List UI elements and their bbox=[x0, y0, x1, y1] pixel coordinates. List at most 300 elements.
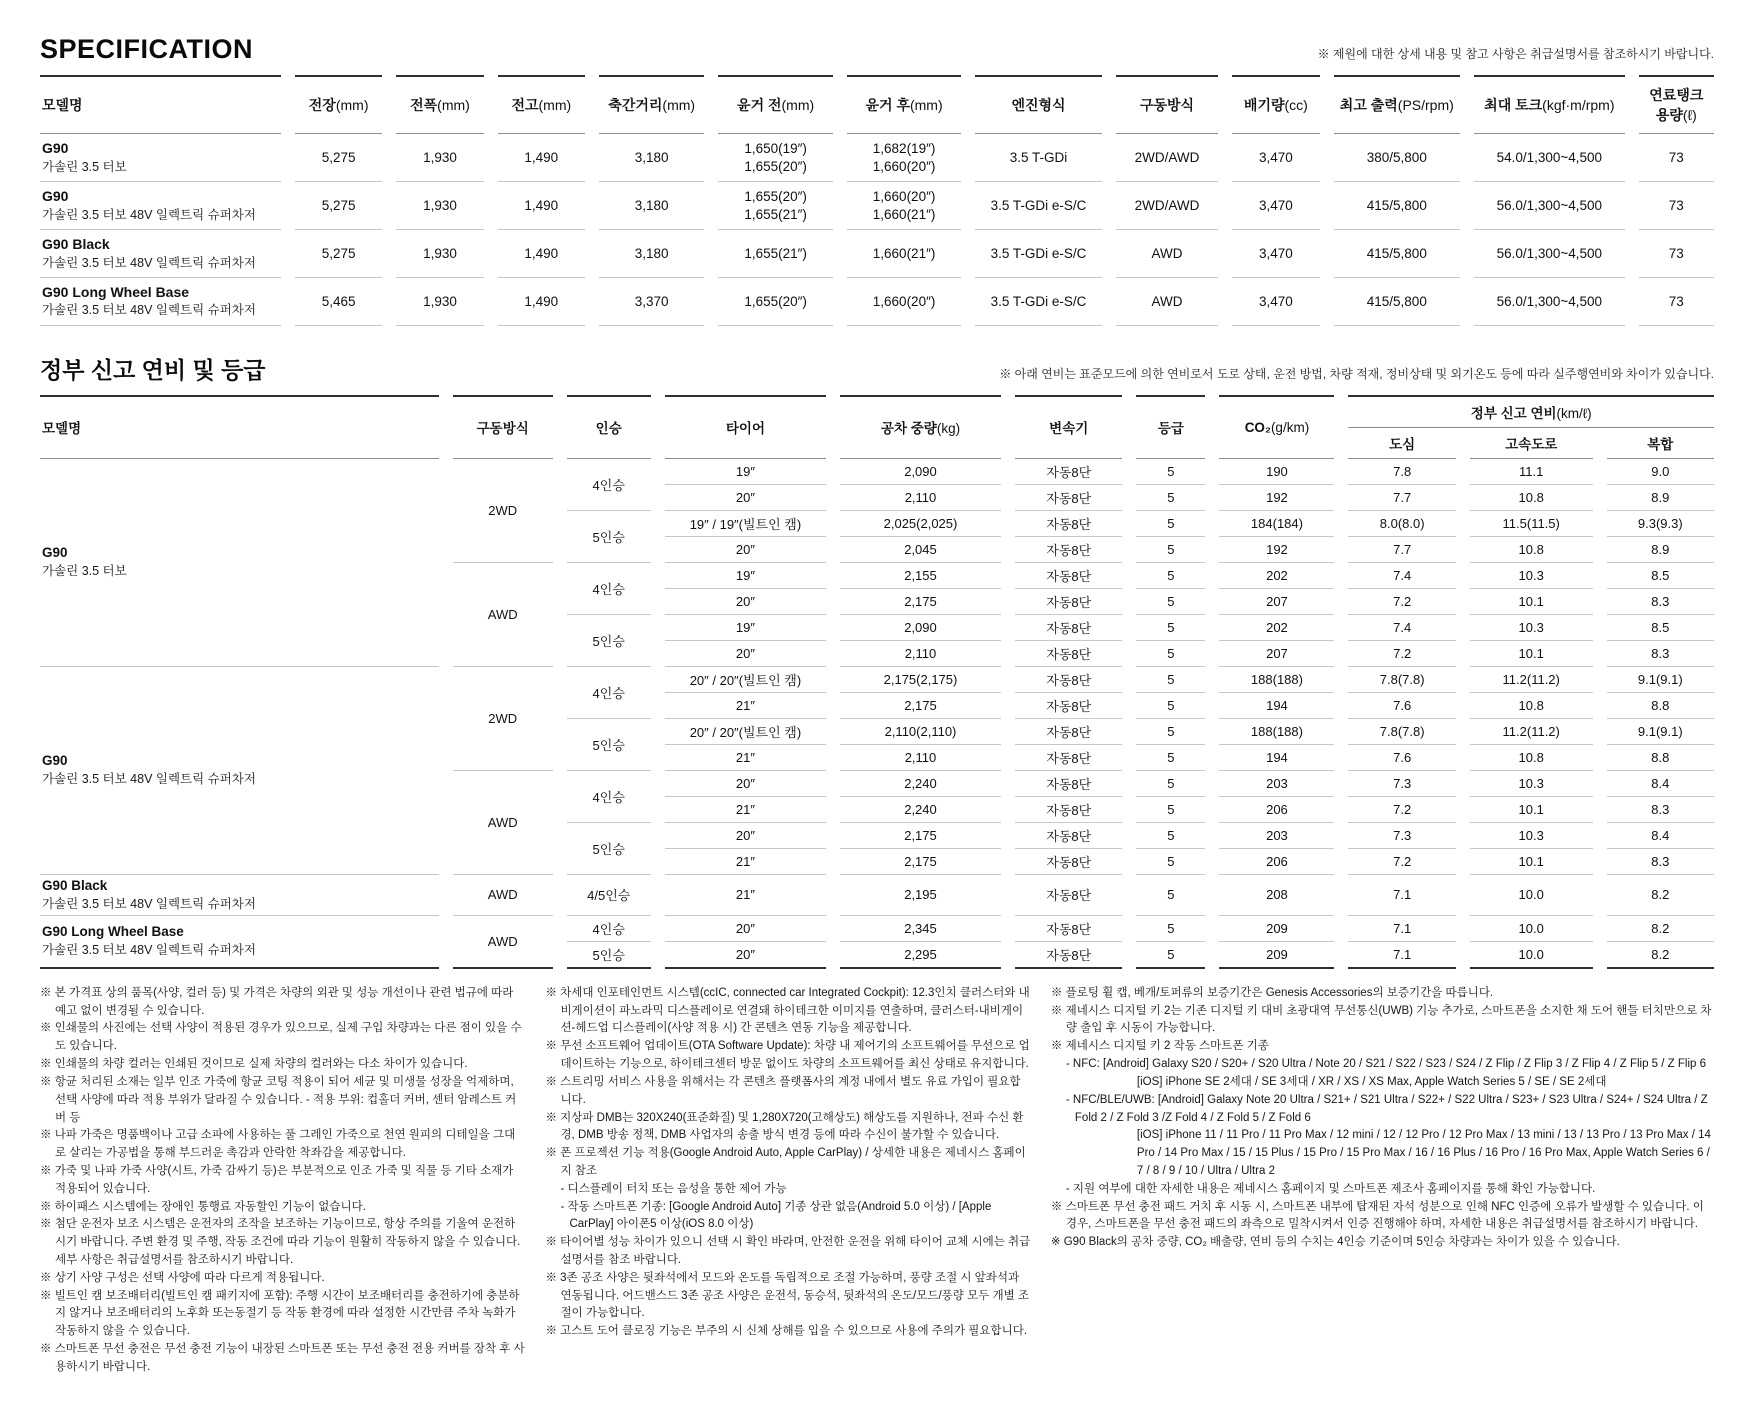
curb-weight-cell: 2,045 bbox=[840, 537, 1001, 563]
grade-cell: 5 bbox=[1136, 823, 1205, 849]
seating-cell: 4인승 bbox=[567, 459, 651, 511]
footnote-line: ※ 첨단 운전자 보조 시스템은 운전자의 조작을 보조하는 기능이므로, 항상 주의를 기울여 운전하시기 바랍니다. 주변 환경 및 주행, 작동 조건에 따라 기능이 원활히 작동하지 않을 수 있습니다. 세부 사항은 취급설명서를 참조하시기 바랍니다. bbox=[40, 1218, 521, 1266]
co2-cell: 188(188) bbox=[1219, 667, 1334, 693]
value-line: 1,660(20″) bbox=[872, 189, 936, 205]
value-line: 3,470 bbox=[1258, 245, 1293, 261]
spec-row bbox=[40, 182, 1714, 230]
spec-value-cell bbox=[599, 182, 704, 230]
model-trim: 가솔린 3.5 터보 48V 일렉트릭 슈퍼차저 bbox=[42, 772, 256, 786]
header-label: 구동방식 bbox=[476, 421, 529, 437]
footnote-line: ※ 플로팅 휠 캡, 베개/토퍼류의 보증기간은 Genesis Accessories의 보증기간을 따릅니다. bbox=[1050, 986, 1494, 999]
tire-cell: 19″ bbox=[665, 563, 826, 589]
grade-cell: 5 bbox=[1136, 589, 1205, 615]
value-line: 3,470 bbox=[1258, 293, 1293, 309]
header-unit: (mm) bbox=[335, 97, 369, 113]
grade-cell: 5 bbox=[1136, 849, 1205, 875]
co2-cell: 206 bbox=[1219, 797, 1334, 823]
tire-cell: 21″ bbox=[665, 849, 826, 875]
header-unit: (mm) bbox=[437, 97, 470, 113]
transmission-cell: 자동8단 bbox=[1015, 849, 1122, 875]
value-line: 5,275 bbox=[321, 149, 356, 165]
fuel-economy-table bbox=[26, 395, 1728, 969]
fuel-sub-header bbox=[1607, 428, 1714, 459]
transmission-cell: 자동8단 bbox=[1015, 667, 1122, 693]
fuel-row bbox=[40, 875, 1714, 916]
header-unit: (kg) bbox=[936, 421, 961, 437]
co2-cell: 192 bbox=[1219, 537, 1334, 563]
fuel-column-header bbox=[567, 395, 651, 459]
spec-column-header bbox=[1334, 75, 1461, 134]
tire-cell: 20″ / 20″(빌트인 캠) bbox=[665, 667, 826, 693]
footnote-line: ※ G90 Black의 공차 중량, CO₂ 배출량, 연비 등의 수치는 4인승 기준이며 5인승 차량과는 차이가 있을 수 있습니다. bbox=[1050, 1236, 1620, 1249]
value-line: 3,470 bbox=[1258, 197, 1293, 213]
header-label: 도심 bbox=[1389, 436, 1416, 452]
value-line: 73 bbox=[1668, 293, 1684, 309]
city-fuel-economy-cell: 7.7 bbox=[1348, 485, 1455, 511]
fuel-row bbox=[40, 667, 1714, 693]
transmission-cell: 자동8단 bbox=[1015, 875, 1122, 916]
combined-fuel-economy-cell: 8.2 bbox=[1607, 875, 1714, 916]
header-label: 모델명 bbox=[42, 421, 82, 437]
city-fuel-economy-cell: 7.4 bbox=[1348, 615, 1455, 641]
grade-cell: 5 bbox=[1136, 797, 1205, 823]
spec-value-cell bbox=[1474, 134, 1625, 182]
value-line: 5,465 bbox=[321, 293, 356, 309]
spec-value-cell bbox=[718, 134, 832, 182]
co2-cell: 192 bbox=[1219, 485, 1334, 511]
footnote-line: ※ 빌트인 캠 보조배터리(빌트인 캠 패키지에 포함): 주행 시간이 보조배터리를 충전하기에 충분하지 않거나 보조배터리의 노후화 또는동절기 등 작동 환경에 따라 설정한 시간만큼 주차 녹화가 작동하지 않을 수 있습니다. bbox=[40, 1289, 520, 1338]
grade-cell: 5 bbox=[1136, 719, 1205, 745]
city-fuel-economy-cell: 7.3 bbox=[1348, 771, 1455, 797]
tire-cell: 19″ / 19″(빌트인 캠) bbox=[665, 511, 826, 537]
co2-cell: 206 bbox=[1219, 849, 1334, 875]
combined-fuel-economy-cell: 8.9 bbox=[1607, 537, 1714, 563]
value-line: 3.5 T-GDi e-S/C bbox=[990, 197, 1087, 213]
city-fuel-economy-cell: 7.1 bbox=[1348, 875, 1455, 916]
footnote-line: - NFC/BLE/UWB: [Android] Galaxy Note 20 Ultra / S21+ / S21 Ultra / S22+ / S22 Ultra / S23+ / S23 Ultra / S24+ / S24 Ultra / Z Fold 2 / Z Fold 3 /Z Fold 4 / Z Fold 5 / Z Fold 6 bbox=[1065, 1093, 1708, 1124]
header-unit: (kgf·m/rpm) bbox=[1542, 97, 1615, 113]
footnote-line: ※ 나파 가죽은 명품백이나 고급 소파에 사용하는 풀 그레인 가죽으로 천연 원피의 디테일을 그대로 살리는 가공법을 통해 부드러운 촉감과 안락한 착좌감을 제공합니다. bbox=[40, 1129, 516, 1160]
spec-column-header bbox=[1232, 75, 1319, 134]
highway-fuel-economy-cell: 10.0 bbox=[1470, 916, 1593, 942]
grade-cell: 5 bbox=[1136, 563, 1205, 589]
curb-weight-cell: 2,110 bbox=[840, 745, 1001, 771]
footnote-line: ※ 하이패스 시스템에는 장애인 통행료 자동할인 기능이 없습니다. bbox=[40, 1200, 366, 1213]
curb-weight-cell: 2,090 bbox=[840, 615, 1001, 641]
co2-cell: 208 bbox=[1219, 875, 1334, 916]
value-line: 1,930 bbox=[423, 149, 457, 165]
fuel-column-header bbox=[40, 395, 439, 459]
spec-value-cell bbox=[1116, 230, 1218, 278]
tire-cell: 21″ bbox=[665, 797, 826, 823]
curb-weight-cell: 2,175 bbox=[840, 823, 1001, 849]
fuel-column-header bbox=[1015, 395, 1122, 459]
spec-value-cell bbox=[1639, 134, 1714, 182]
spec-value-cell bbox=[396, 182, 483, 230]
value-line: 415/5,800 bbox=[1366, 293, 1427, 309]
combined-fuel-economy-cell: 8.9 bbox=[1607, 485, 1714, 511]
footnote-line: ※ 인쇄물의 사진에는 선택 사양이 적용된 경우가 있으므로, 실제 구입 차량과는 다른 점이 있을 수도 있습니다. bbox=[40, 1022, 522, 1053]
fuel-column-header bbox=[665, 395, 826, 459]
grade-cell: 5 bbox=[1136, 459, 1205, 485]
city-fuel-economy-cell: 7.6 bbox=[1348, 693, 1455, 719]
footnote-line: - 지원 여부에 대한 자세한 내용은 제네시스 홈페이지 및 스마트폰 제조사 홈페이지를 통해 확인 가능합니다. bbox=[1065, 1182, 1596, 1195]
spec-column-header bbox=[599, 75, 704, 134]
co2-cell: 209 bbox=[1219, 942, 1334, 969]
highway-fuel-economy-cell: 11.2(11.2) bbox=[1470, 719, 1593, 745]
co2-cell: 207 bbox=[1219, 641, 1334, 667]
spec-title: SPECIFICATION bbox=[40, 34, 254, 64]
value-line: 2WD/AWD bbox=[1134, 197, 1200, 213]
curb-weight-cell: 2,025(2,025) bbox=[840, 511, 1001, 537]
fuel-column-header bbox=[1219, 395, 1334, 459]
value-line: 1,655(20″) bbox=[744, 189, 807, 205]
city-fuel-economy-cell: 7.7 bbox=[1348, 537, 1455, 563]
highway-fuel-economy-cell: 10.0 bbox=[1470, 875, 1593, 916]
drive-type-cell: AWD bbox=[453, 916, 553, 969]
header-label: 전폭 bbox=[410, 97, 438, 113]
seating-cell: 5인승 bbox=[567, 615, 651, 667]
value-line: 1,490 bbox=[524, 149, 559, 165]
spec-row bbox=[40, 278, 1714, 326]
spec-value-cell bbox=[847, 182, 961, 230]
header-label: 최고 출력 bbox=[1339, 97, 1398, 113]
spec-value-cell bbox=[599, 134, 704, 182]
transmission-cell: 자동8단 bbox=[1015, 615, 1122, 641]
transmission-cell: 자동8단 bbox=[1015, 771, 1122, 797]
value-line: 56.0/1,300~4,500 bbox=[1496, 197, 1603, 213]
footnote-line: ※ 스마트폰 무선 충전 패드 거치 후 시동 시, 스마트폰 내부에 탑재된 자석 성분으로 인해 NFC 인증에 오류가 발생할 수 있습니다. 이 경우, 스마트폰을 무선 충전 패드의 좌측으로 밀착시켜서 인증 진행해야 하며, 자세한 내용은 취급설명서를 참조하시기 바랍니다. bbox=[1050, 1200, 1704, 1231]
value-line: 1,655(21″) bbox=[744, 245, 807, 261]
spec-value-cell bbox=[498, 230, 585, 278]
curb-weight-cell: 2,110 bbox=[840, 641, 1001, 667]
spec-column-header bbox=[295, 75, 382, 134]
co2-cell: 202 bbox=[1219, 563, 1334, 589]
highway-fuel-economy-cell: 10.1 bbox=[1470, 797, 1593, 823]
header-unit: (mm) bbox=[662, 97, 696, 113]
header-unit: (mm) bbox=[781, 97, 815, 113]
footnote-line: ※ 항균 처리된 소재는 일부 인조 가죽에 항균 코팅 적용이 되어 세균 및 미생물 성장을 억제하며, 선택 사양에 따라 적용 부위가 달라질 수 있습니다. - 적용 부위: 컵홀더 커버, 센터 암레스트 커버 등 bbox=[40, 1075, 517, 1124]
value-line: AWD bbox=[1151, 293, 1183, 309]
tire-cell: 21″ bbox=[665, 745, 826, 771]
footnotes-column-1 bbox=[40, 985, 525, 1377]
model-trim: 가솔린 3.5 터보 48V 일렉트릭 슈퍼차저 bbox=[42, 943, 256, 958]
spec-value-cell bbox=[1116, 134, 1218, 182]
value-line: 380/5,800 bbox=[1366, 149, 1427, 165]
grade-cell: 5 bbox=[1136, 667, 1205, 693]
curb-weight-cell: 2,110(2,110) bbox=[840, 719, 1001, 745]
footnote-line: ※ 가죽 및 나파 가죽 사양(시트, 가죽 감싸기 등)은 부분적으로 인조 가죽 및 직물 등 기타 소재가 적용되어 있습니다. bbox=[40, 1164, 514, 1195]
value-line: 3.5 T-GDi e-S/C bbox=[990, 245, 1087, 261]
model-name: G90 Long Wheel Base bbox=[42, 924, 184, 940]
model-name: G90 Black bbox=[42, 877, 108, 893]
city-fuel-economy-cell: 7.6 bbox=[1348, 745, 1455, 771]
header-unit: (PS/rpm) bbox=[1397, 97, 1454, 113]
curb-weight-cell: 2,110 bbox=[840, 485, 1001, 511]
footnotes-column-3 bbox=[1051, 985, 1714, 1377]
model-cell bbox=[40, 459, 439, 667]
tire-cell: 19″ bbox=[665, 615, 826, 641]
value-line: 1,655(21″) bbox=[744, 206, 807, 222]
highway-fuel-economy-cell: 10.8 bbox=[1470, 537, 1593, 563]
spec-value-cell bbox=[975, 182, 1102, 230]
value-line: 1,650(19″) bbox=[744, 141, 807, 156]
combined-fuel-economy-cell: 8.3 bbox=[1607, 589, 1714, 615]
header-label: 등급 bbox=[1157, 421, 1184, 437]
co2-cell: 190 bbox=[1219, 459, 1334, 485]
footnote-line: ※ 제네시스 디지털 키 2 작동 스마트폰 기종 bbox=[1050, 1040, 1269, 1053]
tire-cell: 20″ bbox=[665, 771, 826, 797]
spec-column-header bbox=[975, 75, 1102, 134]
value-line: 1,930 bbox=[423, 245, 457, 261]
spec-value-cell bbox=[295, 230, 382, 278]
spec-column-header bbox=[718, 75, 832, 134]
spec-value-cell bbox=[498, 182, 585, 230]
city-fuel-economy-cell: 7.8 bbox=[1348, 459, 1455, 485]
header-label: 정부 신고 연비 bbox=[1470, 405, 1557, 421]
combined-fuel-economy-cell: 8.8 bbox=[1607, 693, 1714, 719]
curb-weight-cell: 2,345 bbox=[840, 916, 1001, 942]
header-label: 최대 토크 bbox=[1484, 97, 1543, 113]
tire-cell: 20″ bbox=[665, 641, 826, 667]
footnote-line: ※ 스트리밍 서비스 사용을 위해서는 각 콘텐츠 플랫폼사의 계정 내에서 별도 유료 가입이 필요합니다. bbox=[545, 1075, 1021, 1106]
co2-cell: 184(184) bbox=[1219, 511, 1334, 537]
fuel-table-wrap bbox=[26, 395, 1728, 969]
fuel-sub-header bbox=[1470, 428, 1593, 459]
seating-cell: 4/5인승 bbox=[567, 875, 651, 916]
city-fuel-economy-cell: 7.3 bbox=[1348, 823, 1455, 849]
highway-fuel-economy-cell: 10.3 bbox=[1470, 823, 1593, 849]
fuel-row bbox=[40, 916, 1714, 942]
header-label: 구동방식 bbox=[1139, 97, 1195, 113]
combined-fuel-economy-cell: 8.3 bbox=[1607, 797, 1714, 823]
value-line: 5,275 bbox=[321, 197, 356, 213]
combined-fuel-economy-cell: 9.0 bbox=[1607, 459, 1714, 485]
spec-value-cell bbox=[498, 278, 585, 326]
drive-type-cell: 2WD bbox=[453, 667, 553, 771]
footnote-line: ※ 상기 사양 구성은 선택 사양에 따라 다르게 적용됩니다. bbox=[40, 1271, 325, 1284]
footnote-line: ※ 제네시스 디지털 키 2는 기존 디지털 키 대비 초광대역 무선통신(UWB) 기능 추가로, 스마트폰을 소지한 채 도어 핸들 터치만으로 차량 출입 후 시동이 가능합니다. bbox=[1050, 1004, 1712, 1035]
combined-fuel-economy-cell: 8.8 bbox=[1607, 745, 1714, 771]
value-line: 1,660(21″) bbox=[872, 245, 936, 261]
grade-cell: 5 bbox=[1136, 511, 1205, 537]
model-cell bbox=[40, 667, 439, 875]
co2-cell: 209 bbox=[1219, 916, 1334, 942]
combined-fuel-economy-cell: 9.1(9.1) bbox=[1607, 667, 1714, 693]
model-cell bbox=[40, 916, 439, 969]
spec-value-cell bbox=[1474, 182, 1625, 230]
footnote-line: ※ 3존 공조 사양은 뒷좌석에서 모드와 온도를 독립적으로 조절 가능하며, 풍량 조절 시 앞좌석과 연동됩니다. 어드밴스드 3존 공조 사양은 운전석, 동승석, 뒷좌석의 온도/모드/풍량 모두 개별 조절이 가능합니다. bbox=[545, 1271, 1029, 1320]
footnotes-column-2 bbox=[545, 985, 1030, 1377]
highway-fuel-economy-cell: 11.2(11.2) bbox=[1470, 667, 1593, 693]
grade-cell: 5 bbox=[1136, 485, 1205, 511]
header-unit: (g/km) bbox=[1270, 419, 1310, 435]
tire-cell: 21″ bbox=[665, 693, 826, 719]
value-line: 1,930 bbox=[423, 197, 457, 213]
transmission-cell: 자동8단 bbox=[1015, 719, 1122, 745]
value-line: 1,660(21″) bbox=[872, 206, 936, 222]
grade-cell: 5 bbox=[1136, 875, 1205, 916]
drive-type-cell: 2WD bbox=[453, 459, 553, 563]
header-label: 윤거 후 bbox=[865, 97, 910, 113]
seating-cell: 5인승 bbox=[567, 511, 651, 563]
fuel-row bbox=[40, 459, 1714, 485]
value-line: 3,180 bbox=[634, 149, 669, 165]
tire-cell: 19″ bbox=[665, 459, 826, 485]
value-line: 56.0/1,300~4,500 bbox=[1496, 245, 1603, 261]
fuel-header-row-1 bbox=[40, 395, 1714, 428]
highway-fuel-economy-cell: 10.1 bbox=[1470, 849, 1593, 875]
highway-fuel-economy-cell: 10.8 bbox=[1470, 693, 1593, 719]
value-line: 1,660(20″) bbox=[872, 158, 936, 174]
value-line: 73 bbox=[1668, 149, 1684, 165]
header-label: 변속기 bbox=[1049, 421, 1089, 437]
co2-cell: 194 bbox=[1219, 745, 1334, 771]
footnote-line: - 작동 스마트폰 기종: [Google Android Auto] 기종 상관 없음(Android 5.0 이상) / [Apple CarPlay] 아이폰5 이상(iOS 8.0 이상) bbox=[560, 1200, 992, 1231]
value-line: 73 bbox=[1668, 197, 1684, 213]
spec-value-cell bbox=[498, 134, 585, 182]
value-line: 3.5 T-GDi e-S/C bbox=[990, 293, 1087, 309]
value-line: 1,490 bbox=[524, 245, 559, 261]
city-fuel-economy-cell: 7.2 bbox=[1348, 641, 1455, 667]
drive-type-cell: AWD bbox=[453, 563, 553, 667]
spec-value-cell bbox=[1232, 230, 1319, 278]
value-line: AWD bbox=[1151, 245, 1183, 261]
transmission-cell: 자동8단 bbox=[1015, 693, 1122, 719]
header-unit: (km/ℓ) bbox=[1556, 405, 1592, 421]
spec-value-cell bbox=[1334, 278, 1461, 326]
spec-value-cell bbox=[718, 182, 832, 230]
fuel-column-header bbox=[1136, 395, 1205, 459]
header-label: 전장 bbox=[308, 97, 336, 113]
header-label: 모델명 bbox=[42, 97, 83, 113]
combined-fuel-economy-cell: 8.5 bbox=[1607, 563, 1714, 589]
city-fuel-economy-cell: 8.0(8.0) bbox=[1348, 511, 1455, 537]
combined-fuel-economy-cell: 8.3 bbox=[1607, 849, 1714, 875]
spec-value-cell bbox=[599, 278, 704, 326]
city-fuel-economy-cell: 7.1 bbox=[1348, 942, 1455, 969]
spec-row bbox=[40, 134, 1714, 182]
tire-cell: 20″ / 20″(빌트인 캠) bbox=[665, 719, 826, 745]
fuel-economy-group-header bbox=[1348, 395, 1714, 428]
footnote-line: ※ 지상파 DMB는 320X240(표준화질) 및 1,280X720(고해상도) 해상도를 지원하나, 전파 수신 환경, DMB 방송 정책, DMB 사업자의 송출 방식 변경 등에 따라 수신이 불가할 수 있습니다. bbox=[545, 1111, 1024, 1142]
model-cell bbox=[40, 278, 281, 326]
header-unit: (ℓ) bbox=[1682, 107, 1697, 123]
tire-cell: 20″ bbox=[665, 823, 826, 849]
footnote-line: ※ 타이어별 성능 차이가 있으니 선택 시 확인 바라며, 안전한 운전을 위해 타이어 교체 시에는 취급설명서를 참조 바랍니다. bbox=[545, 1236, 1031, 1266]
footnote-line: ※ 폰 프로젝션 기능 적용(Google Android Auto, Apple CarPlay) / 상세한 내용은 제네시스 홈페이지 참조 bbox=[545, 1147, 1026, 1177]
spec-column-header bbox=[498, 75, 585, 134]
value-line: 1,490 bbox=[524, 197, 559, 213]
spec-value-cell bbox=[1639, 230, 1714, 278]
model-trim: 가솔린 3.5 터보 48V 일렉트릭 슈퍼차저 bbox=[42, 255, 256, 270]
footnotes bbox=[40, 985, 1714, 1377]
co2-cell: 203 bbox=[1219, 771, 1334, 797]
seating-cell: 4인승 bbox=[567, 667, 651, 719]
spec-row bbox=[40, 230, 1714, 278]
spec-value-cell bbox=[1116, 182, 1218, 230]
co2-cell: 202 bbox=[1219, 615, 1334, 641]
tire-cell: 21″ bbox=[665, 875, 826, 916]
seating-cell: 5인승 bbox=[567, 942, 651, 969]
value-line: 3,470 bbox=[1258, 149, 1293, 165]
spec-value-cell bbox=[396, 278, 483, 326]
spec-value-cell bbox=[1232, 278, 1319, 326]
footnote-line: ※ 인쇄물의 차량 컬러는 인쇄된 것이므로 실제 차량의 컬러와는 다소 차이가 있습니다. bbox=[40, 1058, 468, 1071]
header-label: 전고 bbox=[511, 97, 539, 113]
drive-type-cell: AWD bbox=[453, 771, 553, 875]
specification-table bbox=[26, 75, 1728, 326]
value-line: 2WD/AWD bbox=[1134, 149, 1200, 165]
spec-value-cell bbox=[1232, 182, 1319, 230]
spec-column-header bbox=[847, 75, 961, 134]
curb-weight-cell: 2,240 bbox=[840, 771, 1001, 797]
spec-value-cell bbox=[847, 278, 961, 326]
value-line: 3.5 T-GDi bbox=[1009, 149, 1068, 165]
combined-fuel-economy-cell: 8.2 bbox=[1607, 916, 1714, 942]
tire-cell: 20″ bbox=[665, 942, 826, 969]
transmission-cell: 자동8단 bbox=[1015, 823, 1122, 849]
spec-value-cell bbox=[718, 278, 832, 326]
header-label: 타이어 bbox=[725, 421, 765, 437]
combined-fuel-economy-cell: 8.4 bbox=[1607, 771, 1714, 797]
co2-cell: 207 bbox=[1219, 589, 1334, 615]
transmission-cell: 자동8단 bbox=[1015, 745, 1122, 771]
spec-value-cell bbox=[1334, 230, 1461, 278]
combined-fuel-economy-cell: 8.5 bbox=[1607, 615, 1714, 641]
model-cell bbox=[40, 230, 281, 278]
header-unit: (mm) bbox=[909, 97, 943, 113]
tire-cell: 20″ bbox=[665, 537, 826, 563]
curb-weight-cell: 2,295 bbox=[840, 942, 1001, 969]
combined-fuel-economy-cell: 8.2 bbox=[1607, 942, 1714, 969]
transmission-cell: 자동8단 bbox=[1015, 459, 1122, 485]
drive-type-cell: AWD bbox=[453, 875, 553, 916]
value-line: 3,180 bbox=[634, 197, 669, 213]
curb-weight-cell: 2,175 bbox=[840, 693, 1001, 719]
transmission-cell: 자동8단 bbox=[1015, 641, 1122, 667]
value-line: 1,682(19″) bbox=[872, 141, 936, 156]
spec-value-cell bbox=[1334, 134, 1461, 182]
footnote-line: ※ 스마트폰 무선 충전은 무선 충전 기능이 내장된 스마트폰 또는 무선 충전 전용 커버를 장착 후 사용하시기 바랍니다. bbox=[40, 1343, 525, 1373]
transmission-cell: 자동8단 bbox=[1015, 589, 1122, 615]
grade-cell: 5 bbox=[1136, 916, 1205, 942]
co2-cell: 188(188) bbox=[1219, 719, 1334, 745]
header-label: 고속도로 bbox=[1505, 436, 1558, 452]
spec-value-cell bbox=[295, 134, 382, 182]
city-fuel-economy-cell: 7.4 bbox=[1348, 563, 1455, 589]
value-line: 415/5,800 bbox=[1366, 245, 1427, 261]
header-label: 인승 bbox=[595, 421, 622, 437]
curb-weight-cell: 2,175 bbox=[840, 589, 1001, 615]
spec-value-cell bbox=[718, 230, 832, 278]
header-label: 엔진형식 bbox=[1011, 97, 1066, 113]
value-line: 56.0/1,300~4,500 bbox=[1496, 293, 1603, 309]
footnote-line: [iOS] iPhone 11 / 11 Pro / 11 Pro Max / 12 mini / 12 / 12 Pro / 12 Pro Max / 13 mini / 13 / 13 Pro / 13 Pro Max / 14 Pro / 14 Pro Max / 15 / 15 Plus / 15 Pro / 15 Pro Max / 16 / 16 Plus / 16 Pro / 16 Pro Max, Apple Watch Series 6 / 7 / 8 / 9 / 10 / Ultra / Ultra 2 bbox=[1136, 1129, 1711, 1177]
value-line: 1,655(20″) bbox=[744, 158, 807, 174]
grade-cell: 5 bbox=[1136, 693, 1205, 719]
value-line: 1,490 bbox=[524, 293, 559, 309]
fuel-sub-header bbox=[1348, 428, 1455, 459]
spec-value-cell bbox=[847, 230, 961, 278]
value-line: 73 bbox=[1668, 245, 1684, 261]
fuel-column-header bbox=[453, 395, 553, 459]
tire-cell: 20″ bbox=[665, 916, 826, 942]
model-trim: 가솔린 3.5 터보 bbox=[42, 564, 127, 578]
curb-weight-cell: 2,240 bbox=[840, 797, 1001, 823]
city-fuel-economy-cell: 7.8(7.8) bbox=[1348, 719, 1455, 745]
spec-column-header bbox=[396, 75, 483, 134]
